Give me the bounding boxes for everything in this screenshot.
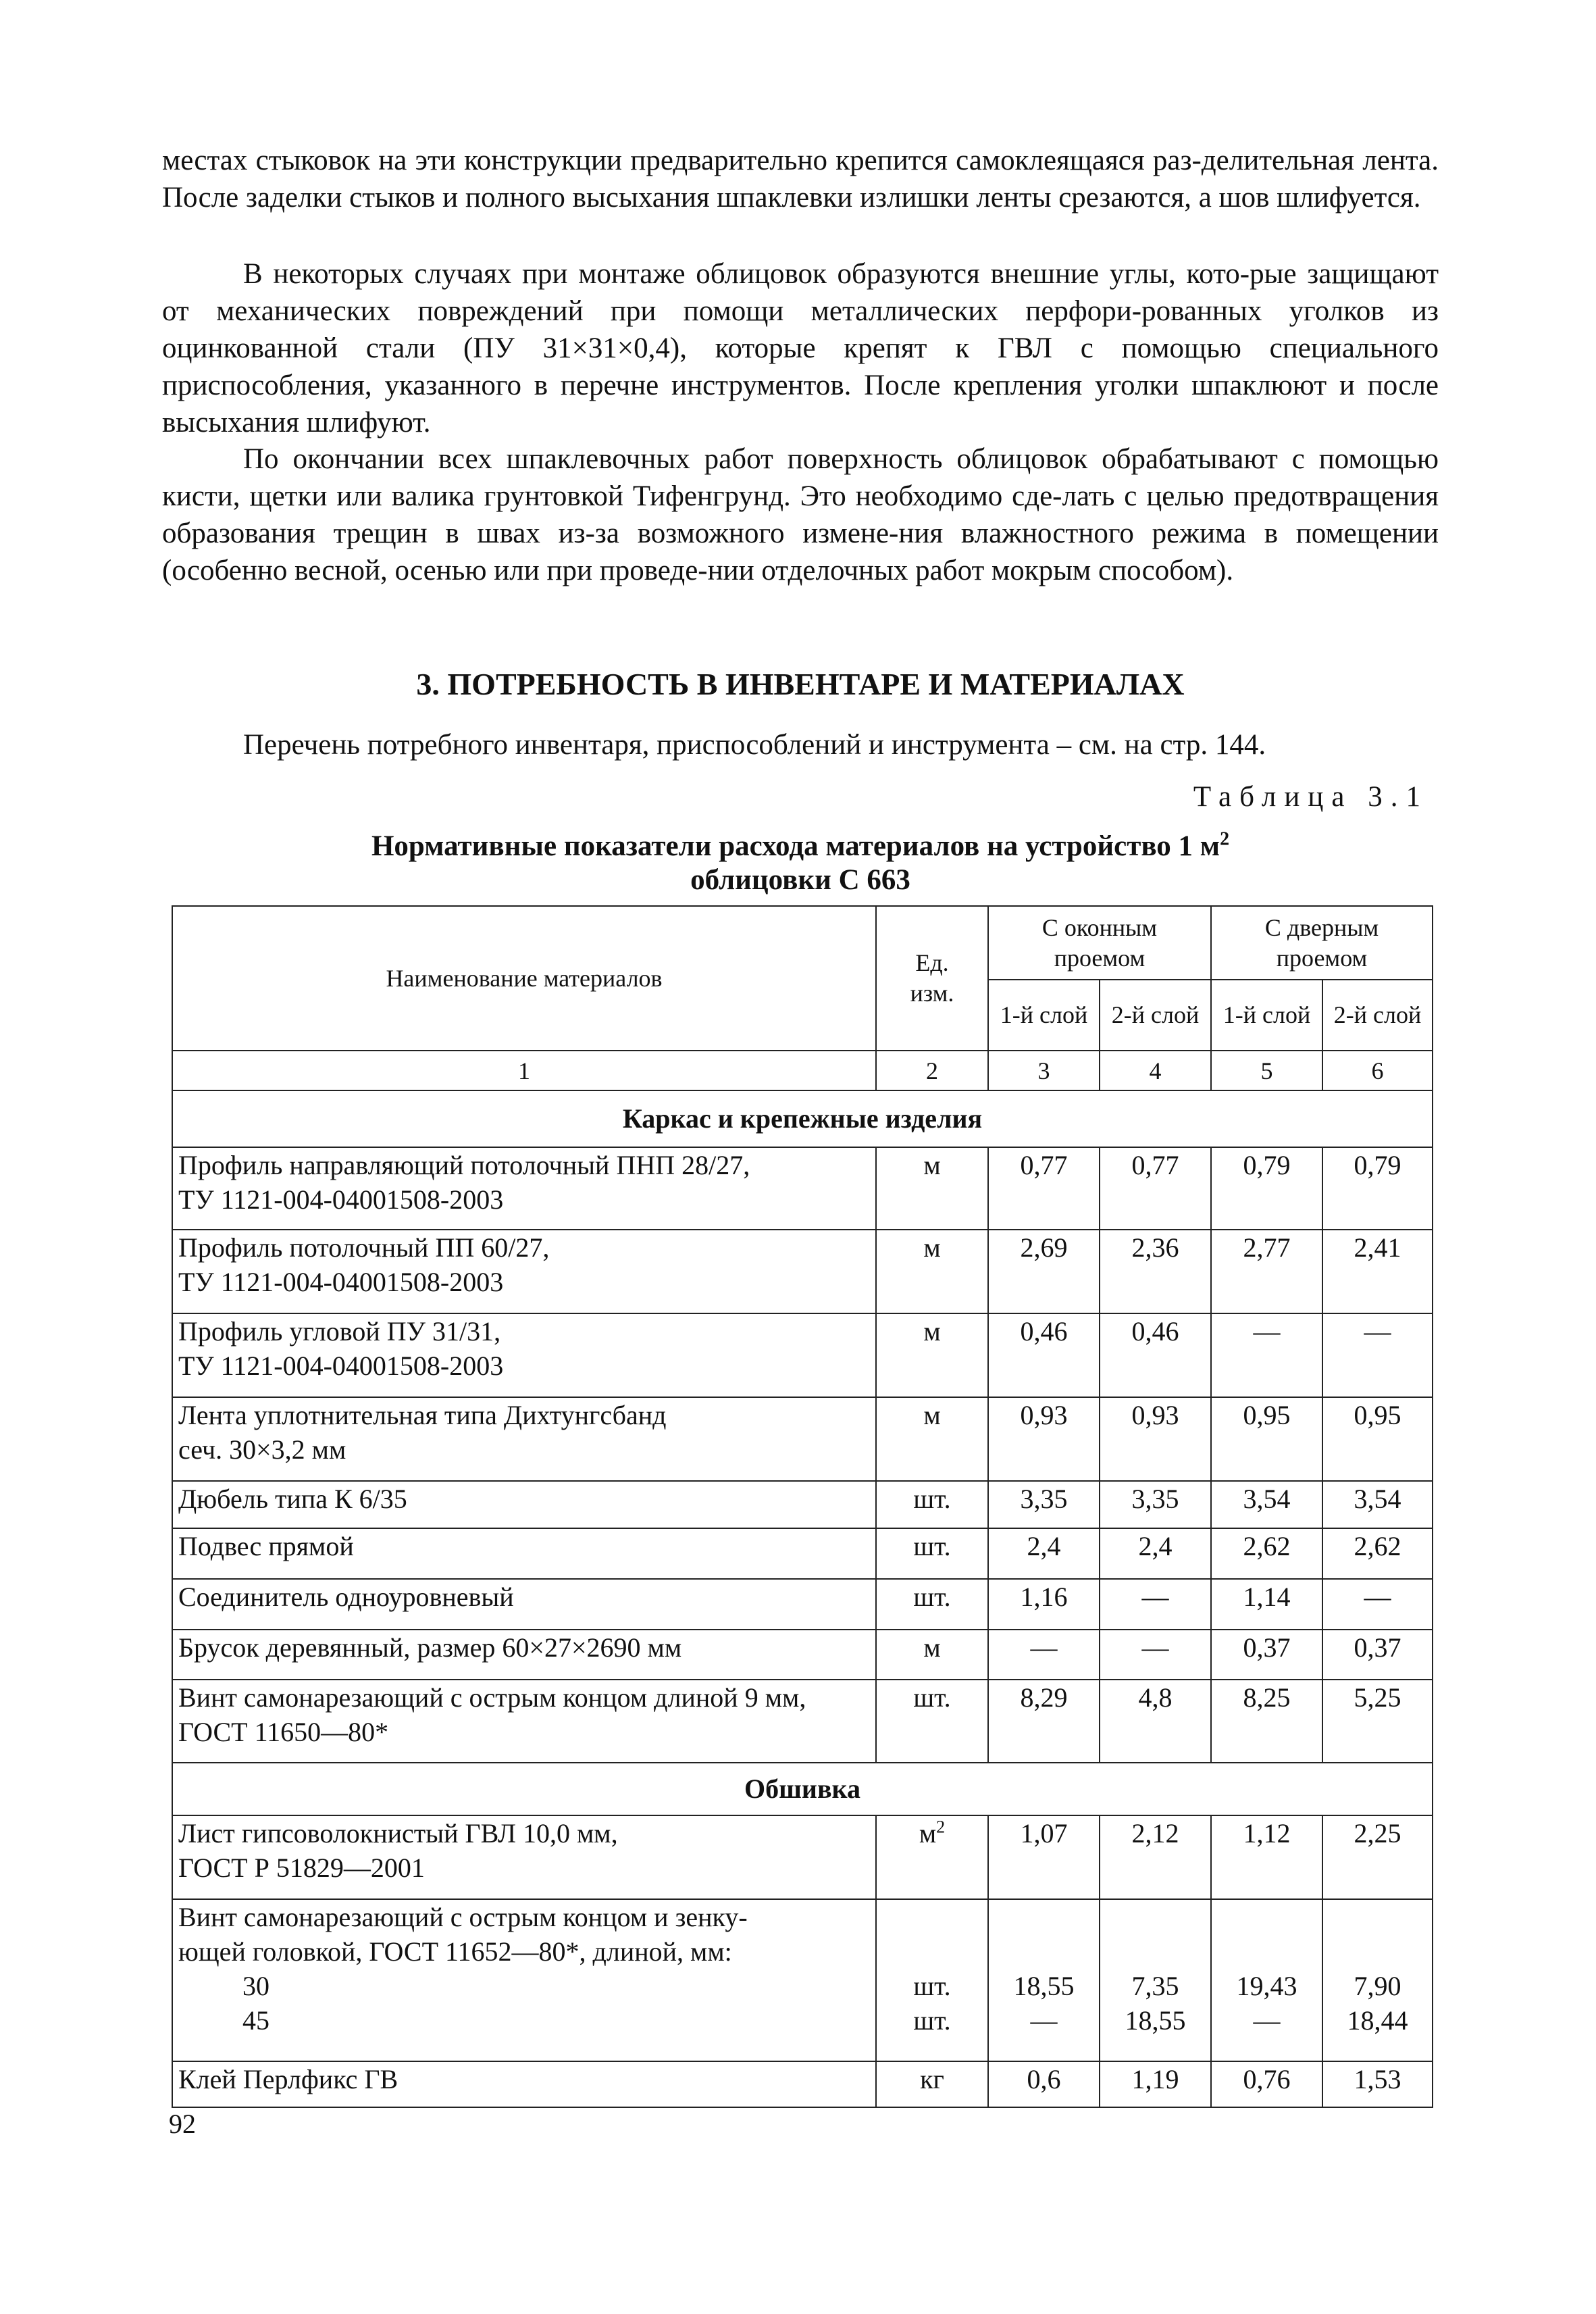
value-cell: — xyxy=(1100,1630,1211,1680)
value-text: 7,35 xyxy=(1131,1971,1179,2001)
value-text: — xyxy=(1030,2005,1058,2036)
value-cell: 0,93 xyxy=(988,1397,1100,1481)
material-name: Подвес прямой xyxy=(172,1528,876,1579)
table-row xyxy=(172,1481,1433,1528)
value-cell: 8,29 xyxy=(988,1680,1100,1763)
value-cell: 8,25 xyxy=(1211,1680,1322,1763)
material-name xyxy=(172,1397,876,1481)
unit-text: м xyxy=(919,1818,937,1848)
column-number: 2 xyxy=(876,1051,988,1090)
value-cell: 2,41 xyxy=(1322,1230,1433,1313)
value-cell: 2,36 xyxy=(1100,1230,1211,1313)
header-layer-2: 2-й слой xyxy=(1100,980,1211,1051)
value-cell: — xyxy=(1100,1579,1211,1630)
value-cell: 0,93 xyxy=(1100,1397,1211,1481)
unit-text: шт. xyxy=(913,1971,951,2001)
value-text: 18,44 xyxy=(1347,2005,1408,2036)
unit-cell: м xyxy=(876,1147,988,1230)
table-caption-main: Нормативные показатели расхода материалов на устройство 1 м xyxy=(371,830,1220,862)
value-cell xyxy=(1211,1899,1322,2061)
length-option: 30 xyxy=(242,1971,269,2001)
material-name-line: Профиль потолочный ПП 60/27, xyxy=(178,1232,550,1263)
material-name-line: Лента уплотнительная типа Дихтунгсбанд xyxy=(178,1400,667,1430)
section-header-sheathing: Обшивка xyxy=(172,1763,1433,1815)
unit-cell: м xyxy=(876,1630,988,1680)
paragraph-2: В некоторых случаях при монтаже облицовок образуются внешние углы, кото-рые защищают от механических повреждений при помощи металлических перфори-рованных уголков из оцинкованной стали (ПУ 31×31×0,4), которые крепят к ГВЛ с помощью специального приспособления, указанного в перечне инструментов. После крепления уголки шпаклюют и после высыхания шлифуют. xyxy=(162,258,1439,438)
value-cell: 0,95 xyxy=(1211,1397,1322,1481)
material-name-line: Профиль направляющий потолочный ПНП 28/27, xyxy=(178,1150,750,1180)
value-cell: 2,12 xyxy=(1100,1815,1211,1899)
value-cell: 2,69 xyxy=(988,1230,1100,1313)
value-cell: 0,37 xyxy=(1211,1630,1322,1680)
unit-cell: шт. xyxy=(876,1481,988,1528)
unit-cell: м xyxy=(876,1230,988,1313)
header-unit xyxy=(876,906,988,1051)
header-layer-3: 1-й слой xyxy=(1211,980,1322,1051)
value-cell: 2,4 xyxy=(988,1528,1100,1579)
material-name-line: ТУ 1121-004-04001508-2003 xyxy=(178,1184,504,1215)
value-cell: 0,95 xyxy=(1322,1397,1433,1481)
material-name xyxy=(172,1680,876,1763)
header-name: Наименование материалов xyxy=(172,906,876,1051)
table-caption-line2: облицовки С 663 xyxy=(690,864,910,896)
material-name xyxy=(172,1899,876,2061)
unit-superscript: 2 xyxy=(936,1817,946,1837)
value-cell: 3,35 xyxy=(1100,1481,1211,1528)
value-cell: 2,25 xyxy=(1322,1815,1433,1899)
value-cell: 3,35 xyxy=(988,1481,1100,1528)
value-cell: 2,62 xyxy=(1211,1528,1322,1579)
column-number: 1 xyxy=(172,1051,876,1090)
header-unit-line2: изм. xyxy=(910,980,954,1007)
materials-table xyxy=(172,905,1433,2108)
value-cell: — xyxy=(1322,1313,1433,1397)
unit-cell: шт. xyxy=(876,1528,988,1579)
value-cell: 0,46 xyxy=(988,1313,1100,1397)
material-name xyxy=(172,1230,876,1313)
value-cell: 2,4 xyxy=(1100,1528,1211,1579)
material-name-line: ГОСТ 11650—80* xyxy=(178,1717,389,1747)
unit-cell: кг xyxy=(876,2061,988,2107)
value-text: — xyxy=(1253,2005,1281,2036)
table-row xyxy=(172,1680,1433,1763)
table-caption-sup: 2 xyxy=(1220,828,1230,850)
material-name-line: Лист гипсоволокнистый ГВЛ 10,0 мм, xyxy=(178,1818,618,1848)
table-row xyxy=(172,1579,1433,1630)
value-cell: 2,77 xyxy=(1211,1230,1322,1313)
value-text: 7,90 xyxy=(1354,1971,1401,2001)
table-row xyxy=(172,1397,1433,1481)
table-row xyxy=(172,2061,1433,2107)
unit-cell: шт. xyxy=(876,1579,988,1630)
material-name-line: Профиль угловой ПУ 31/31, xyxy=(178,1316,501,1347)
value-cell: 1,07 xyxy=(988,1815,1100,1899)
material-name-line: ТУ 1121-004-04001508-2003 xyxy=(178,1351,504,1381)
header-layer-1: 1-й слой xyxy=(988,980,1100,1051)
header-layer-4: 2-й слой xyxy=(1322,980,1433,1051)
unit-cell: м xyxy=(876,1397,988,1481)
table-caption xyxy=(162,830,1439,897)
material-name: Соединитель одноуровневый xyxy=(172,1579,876,1630)
unit-cell: м xyxy=(876,1313,988,1397)
table-row xyxy=(172,1230,1433,1313)
value-cell: 0,46 xyxy=(1100,1313,1211,1397)
header-window: С оконным проемом xyxy=(988,906,1211,980)
table-row xyxy=(172,1630,1433,1680)
material-name-line: сеч. 30×3,2 мм xyxy=(178,1434,346,1465)
length-option: 45 xyxy=(242,2005,269,2036)
value-cell: 1,14 xyxy=(1211,1579,1322,1630)
table-number: Таблица 3.1 xyxy=(1193,781,1428,813)
value-text: 18,55 xyxy=(1013,1971,1075,2001)
inventory-reference: Перечень потребного инвентаря, приспособлений и инструмента – см. на стр. 144. xyxy=(243,729,1266,761)
value-cell xyxy=(1100,1899,1211,2061)
material-name-line: Винт самонарезающий с острым концом и зенку- xyxy=(178,1902,748,1932)
unit-cell xyxy=(876,1815,988,1899)
column-number: 4 xyxy=(1100,1051,1211,1090)
value-cell xyxy=(988,1899,1100,2061)
material-name xyxy=(172,1147,876,1230)
paragraph-1: местах стыковок на эти конструкции предварительно крепится самоклеящаяся раз-делительная лента. После заделки стыков и полного высыхания шпаклевки излишки ленты срезаются, а шов шлифуется. xyxy=(162,145,1439,213)
column-number: 6 xyxy=(1322,1051,1433,1090)
unit-text: шт. xyxy=(913,2005,951,2036)
column-number: 3 xyxy=(988,1051,1100,1090)
value-cell: 0,79 xyxy=(1322,1147,1433,1230)
value-cell xyxy=(1322,1899,1433,2061)
table-row xyxy=(172,1899,1433,2061)
value-cell: 1,16 xyxy=(988,1579,1100,1630)
material-name xyxy=(172,1815,876,1899)
value-cell: — xyxy=(1322,1579,1433,1630)
table-row xyxy=(172,1313,1433,1397)
value-cell: 2,62 xyxy=(1322,1528,1433,1579)
unit-cell: шт. xyxy=(876,1680,988,1763)
table-row xyxy=(172,1528,1433,1579)
value-text: 18,55 xyxy=(1125,2005,1186,2036)
value-cell: 3,54 xyxy=(1211,1481,1322,1528)
value-cell: 1,19 xyxy=(1100,2061,1211,2107)
value-cell: — xyxy=(988,1630,1100,1680)
value-cell: 0,77 xyxy=(988,1147,1100,1230)
table-row xyxy=(172,1815,1433,1899)
header-door: С дверным проемом xyxy=(1211,906,1433,980)
material-name: Дюбель типа К 6/35 xyxy=(172,1481,876,1528)
value-cell: 0,76 xyxy=(1211,2061,1322,2107)
unit-cell xyxy=(876,1899,988,2061)
material-name-line: ющей головкой, ГОСТ 11652—80*, длиной, мм: xyxy=(178,1936,732,1967)
section-title: 3. ПОТРЕБНОСТЬ В ИНВЕНТАРЕ И МАТЕРИАЛАХ xyxy=(416,667,1185,701)
value-cell: 1,12 xyxy=(1211,1815,1322,1899)
material-name-line: ТУ 1121-004-04001508-2003 xyxy=(178,1267,504,1297)
value-cell: 0,37 xyxy=(1322,1630,1433,1680)
material-name-line: ГОСТ Р 51829—2001 xyxy=(178,1853,425,1883)
value-cell: 0,77 xyxy=(1100,1147,1211,1230)
value-cell: 1,53 xyxy=(1322,2061,1433,2107)
material-name-line: Винт самонарезающий с острым концом длиной 9 мм, xyxy=(178,1682,806,1713)
page-number: 92 xyxy=(169,2109,196,2139)
material-name: Брусок деревянный, размер 60×27×2690 мм xyxy=(172,1630,876,1680)
value-cell: 0,79 xyxy=(1211,1147,1322,1230)
material-name xyxy=(172,1313,876,1397)
table-row xyxy=(172,1147,1433,1230)
paragraph-3: По окончании всех шпаклевочных работ поверхность облицовок обрабатывают с помощью кисти, щетки или валика грунтовкой Тифенгрунд. Это необходимо сде-лать с целью предотвращения образования трещин в швах из-за возможного измене-ния влажностного режима в помещении (особенно весной, осенью или при проведе-нии отделочных работ мокрым способом). xyxy=(162,443,1439,586)
value-text: 19,43 xyxy=(1236,1971,1297,2001)
value-cell: 4,8 xyxy=(1100,1680,1211,1763)
value-cell: — xyxy=(1211,1313,1322,1397)
header-unit-line1: Ед. xyxy=(915,949,949,976)
value-cell: 3,54 xyxy=(1322,1481,1433,1528)
material-name: Клей Перлфикс ГВ xyxy=(172,2061,876,2107)
value-cell: 5,25 xyxy=(1322,1680,1433,1763)
section-header-frame: Каркас и крепежные изделия xyxy=(172,1090,1433,1147)
column-number: 5 xyxy=(1211,1051,1322,1090)
value-cell: 0,6 xyxy=(988,2061,1100,2107)
